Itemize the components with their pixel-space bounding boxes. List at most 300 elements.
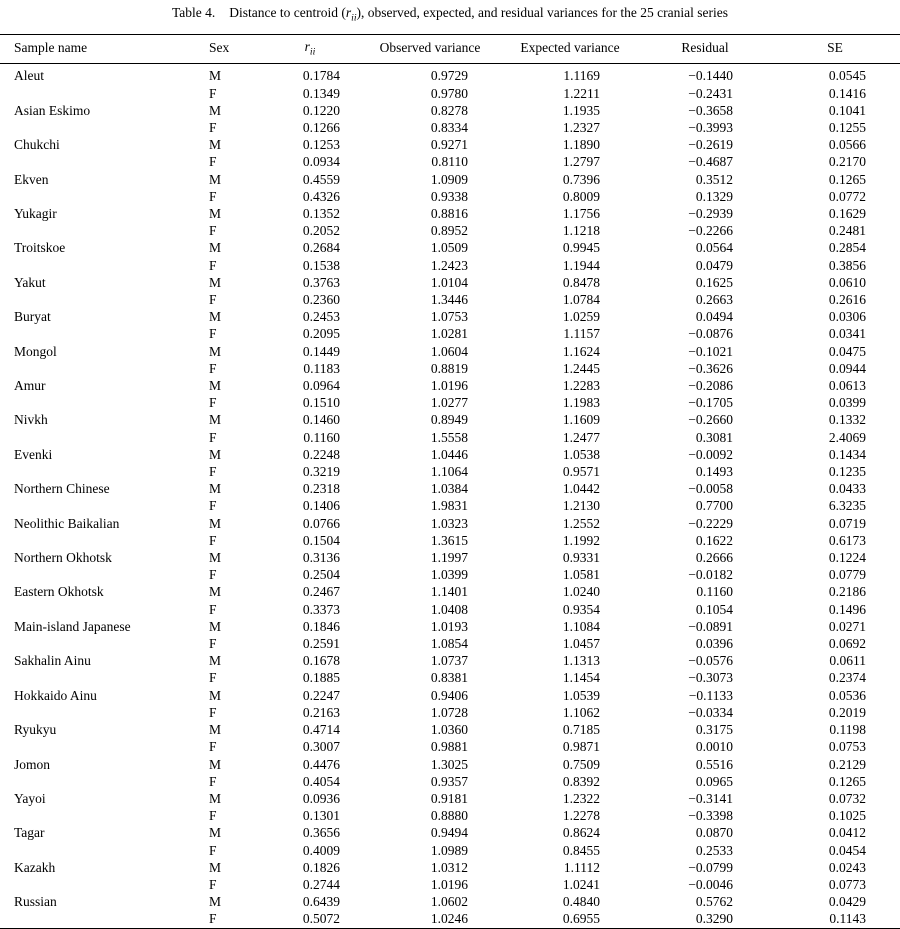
residual-cell: −0.2431 <box>688 85 733 101</box>
table-row <box>0 859 900 876</box>
observed-variance-cell: 1.0323 <box>430 515 468 531</box>
observed-variance-cell: 0.9406 <box>430 687 468 703</box>
table-row <box>0 291 900 308</box>
sample-name-cell <box>0 429 195 446</box>
residual-cell: −0.0334 <box>688 704 733 720</box>
table-row <box>0 773 900 790</box>
observed-variance-cell: 1.0384 <box>430 481 468 497</box>
sex-cell: M <box>209 687 222 703</box>
rii-cell: 0.1253 <box>302 137 340 153</box>
observed-variance-cell: 1.0196 <box>430 876 468 892</box>
rii-cell: 0.1846 <box>302 618 340 634</box>
residual-cell: −0.1021 <box>688 343 733 359</box>
table-row <box>0 566 900 583</box>
se-cell: 0.0429 <box>828 894 866 910</box>
residual-cell: −0.1440 <box>688 68 733 84</box>
sample-name-cell: Chukchi <box>14 137 60 153</box>
sex-cell: F <box>209 154 217 170</box>
table-row <box>0 64 900 85</box>
rii-cell: 0.2248 <box>302 446 340 462</box>
expected-variance-cell: 0.9871 <box>562 739 600 755</box>
sex-cell: F <box>209 808 217 824</box>
table-row <box>0 119 900 136</box>
expected-variance-cell: 1.0538 <box>562 446 600 462</box>
residual-cell: −0.3398 <box>688 808 733 824</box>
observed-variance-cell: 1.9831 <box>430 498 468 514</box>
sample-name-cell <box>0 601 195 618</box>
residual-cell: −0.3993 <box>688 119 733 135</box>
se-cell: 0.0243 <box>828 859 866 875</box>
table-header-row <box>0 34 900 64</box>
residual-cell: −0.3658 <box>688 102 733 118</box>
table-row <box>0 325 900 342</box>
table-row <box>0 583 900 600</box>
sample-name-cell: Kazakh <box>14 859 56 875</box>
sample-name-cell: Northern Chinese <box>14 481 110 497</box>
rii-cell: 0.3373 <box>302 601 340 617</box>
sex-cell: M <box>209 756 222 772</box>
se-cell: 0.2481 <box>828 223 866 239</box>
residual-cell: 0.0965 <box>695 773 733 789</box>
residual-cell: 0.1329 <box>695 188 733 204</box>
sex-cell: M <box>209 309 222 325</box>
sex-cell: F <box>209 567 217 583</box>
table-row <box>0 721 900 738</box>
residual-cell: −0.1133 <box>688 687 733 703</box>
residual-cell: −0.2660 <box>688 412 733 428</box>
sample-name-cell <box>0 153 195 170</box>
sample-name-cell <box>0 532 195 549</box>
sample-name-cell <box>0 910 195 928</box>
se-cell: 0.0772 <box>828 188 866 204</box>
table-row <box>0 239 900 256</box>
table-row <box>0 308 900 325</box>
sample-name-cell <box>0 222 195 239</box>
se-cell: 0.0475 <box>828 343 866 359</box>
se-cell: 0.3856 <box>828 257 866 273</box>
observed-variance-cell: 1.0193 <box>430 618 468 634</box>
se-cell: 0.1265 <box>828 773 866 789</box>
rii-cell: 0.1460 <box>302 412 340 428</box>
expected-variance-cell: 1.2322 <box>562 790 600 806</box>
rii-cell: 0.2360 <box>302 292 340 308</box>
sample-name-cell <box>0 360 195 377</box>
sample-name-cell: Amur <box>14 378 46 394</box>
residual-cell: −0.2266 <box>688 223 733 239</box>
expected-variance-cell: 1.2445 <box>562 360 600 376</box>
residual-cell: 0.7700 <box>695 498 733 514</box>
sex-cell: M <box>209 171 222 187</box>
sex-cell: M <box>209 240 222 256</box>
residual-cell: 0.3512 <box>695 171 733 187</box>
rii-cell: 0.1220 <box>302 102 340 118</box>
table-caption-symbol: r <box>345 5 352 20</box>
sex-cell: F <box>209 601 217 617</box>
observed-variance-cell: 1.3025 <box>430 756 468 772</box>
table-row <box>0 790 900 807</box>
observed-variance-cell: 0.9881 <box>430 739 468 755</box>
se-cell: 0.1434 <box>828 446 866 462</box>
se-cell: 0.2129 <box>828 756 866 772</box>
sex-cell: M <box>209 412 222 428</box>
observed-variance-cell: 0.9181 <box>430 790 468 806</box>
se-cell: 0.1025 <box>828 808 866 824</box>
se-cell: 2.4069 <box>828 429 866 445</box>
se-cell: 0.1255 <box>828 119 866 135</box>
expected-variance-cell: 1.0784 <box>562 292 600 308</box>
rii-cell: 0.1406 <box>302 498 340 514</box>
se-cell: 0.6173 <box>828 532 866 548</box>
observed-variance-cell: 0.9271 <box>430 137 468 153</box>
rii-cell: 0.4559 <box>302 171 340 187</box>
residual-cell: −0.0092 <box>688 446 733 462</box>
expected-variance-cell: 1.2327 <box>562 119 600 135</box>
se-cell: 0.1235 <box>828 464 866 480</box>
observed-variance-cell: 1.1064 <box>430 464 468 480</box>
sample-name-cell <box>0 876 195 893</box>
sex-cell: F <box>209 395 217 411</box>
rii-cell: 0.1349 <box>302 85 340 101</box>
expected-variance-cell: 1.1756 <box>562 206 600 221</box>
sample-name-cell <box>0 773 195 790</box>
observed-variance-cell: 1.0399 <box>430 567 468 583</box>
sex-cell: F <box>209 739 217 755</box>
rii-cell: 0.1784 <box>302 68 340 84</box>
sex-cell: M <box>209 790 222 806</box>
rii-cell: 0.1449 <box>302 343 340 359</box>
observed-variance-cell: 1.0604 <box>430 343 468 359</box>
rii-cell: 0.3136 <box>302 550 340 566</box>
table-row <box>0 669 900 686</box>
sample-name-cell <box>0 738 195 755</box>
expected-variance-cell: 1.1992 <box>562 532 600 548</box>
observed-variance-cell: 1.5558 <box>430 429 468 445</box>
table-row <box>0 601 900 618</box>
sample-name-cell <box>0 807 195 824</box>
observed-variance-cell: 1.0737 <box>430 653 468 669</box>
sample-name-cell: Neolithic Baikalian <box>14 515 120 531</box>
rii-cell: 0.1510 <box>302 395 340 411</box>
expected-variance-cell: 1.1169 <box>563 68 600 84</box>
residual-cell: 0.5762 <box>695 894 733 910</box>
residual-cell: −0.0576 <box>688 653 733 669</box>
expected-variance-cell: 1.1112 <box>563 859 600 875</box>
expected-variance-cell: 1.2552 <box>562 515 600 531</box>
table-body <box>0 64 900 928</box>
table-row <box>0 876 900 893</box>
expected-variance-cell: 1.1935 <box>562 102 600 118</box>
observed-variance-cell: 0.8819 <box>430 360 468 376</box>
expected-variance-cell: 0.7509 <box>562 756 600 772</box>
sex-cell: F <box>209 360 217 376</box>
rii-cell: 0.0766 <box>302 515 340 531</box>
table-row <box>0 429 900 446</box>
rii-cell: 0.2163 <box>302 704 340 720</box>
sample-name-cell <box>0 188 195 205</box>
rii-cell: 0.3656 <box>302 825 340 841</box>
rii-cell: 0.2744 <box>302 876 340 892</box>
rii-cell: 0.0934 <box>302 154 340 170</box>
se-cell: 0.0341 <box>828 326 866 342</box>
sample-name-cell <box>0 119 195 136</box>
observed-variance-cell: 0.9780 <box>430 85 468 101</box>
sample-name-cell: Hokkaido Ainu <box>14 687 97 703</box>
rii-cell: 0.4476 <box>302 756 340 772</box>
header-sex: Sex <box>195 34 260 64</box>
rii-cell: 0.4054 <box>302 773 340 789</box>
sex-cell: M <box>209 618 222 634</box>
observed-variance-cell: 1.3446 <box>430 292 468 308</box>
se-cell: 0.1496 <box>828 601 866 617</box>
residual-cell: −0.0046 <box>688 876 733 892</box>
observed-variance-cell: 0.8278 <box>430 102 468 118</box>
residual-cell: 0.0010 <box>695 739 733 755</box>
table-row <box>0 807 900 824</box>
table-caption-subscript: ii <box>351 12 357 24</box>
observed-variance-cell: 0.8816 <box>430 206 468 221</box>
observed-variance-cell: 1.0104 <box>430 274 468 290</box>
se-cell: 0.0719 <box>828 515 866 531</box>
observed-variance-cell: 1.0277 <box>430 395 468 411</box>
residual-cell: −0.0891 <box>688 618 733 634</box>
sample-name-cell <box>0 704 195 721</box>
header-sample-name: Sample name <box>0 34 195 64</box>
sample-name-cell: Yukagir <box>14 206 57 221</box>
observed-variance-cell: 0.9357 <box>430 773 468 789</box>
observed-variance-cell: 0.8880 <box>430 808 468 824</box>
observed-variance-cell: 0.8334 <box>430 119 468 135</box>
sample-name-cell: Troitskoe <box>14 240 66 256</box>
expected-variance-cell: 0.8455 <box>562 842 600 858</box>
expected-variance-cell: 0.8392 <box>562 773 600 789</box>
sex-cell: M <box>209 550 222 566</box>
se-cell: 0.2019 <box>828 704 866 720</box>
rii-cell: 0.1183 <box>303 360 340 376</box>
sex-cell: M <box>209 206 222 221</box>
table-row <box>0 842 900 859</box>
se-cell: 0.0753 <box>828 739 866 755</box>
se-cell: 0.0779 <box>828 567 866 583</box>
table-row <box>0 497 900 514</box>
header-se: SE <box>770 34 900 64</box>
rii-cell: 0.1266 <box>302 119 340 135</box>
sex-cell: F <box>209 532 217 548</box>
sex-cell: M <box>209 137 222 153</box>
table-row <box>0 618 900 635</box>
observed-variance-cell: 1.1401 <box>430 584 468 600</box>
se-cell: 0.0566 <box>828 137 866 153</box>
sex-cell: M <box>209 68 222 84</box>
se-cell: 0.0944 <box>828 360 866 376</box>
expected-variance-cell: 0.8009 <box>562 188 600 204</box>
expected-variance-cell: 1.1624 <box>562 343 600 359</box>
sample-name-cell: Yakut <box>14 274 46 290</box>
residual-cell: −0.3141 <box>688 790 733 806</box>
sex-cell: F <box>209 326 217 342</box>
se-cell: 0.2616 <box>828 292 866 308</box>
sex-cell: M <box>209 481 222 497</box>
residual-cell: 0.3290 <box>695 911 733 927</box>
observed-variance-cell: 1.0989 <box>430 842 468 858</box>
expected-variance-cell: 0.7185 <box>562 722 600 738</box>
expected-variance-cell: 1.1609 <box>562 412 600 428</box>
sample-name-cell: Ryukyu <box>14 722 57 738</box>
residual-cell: 0.0494 <box>695 309 733 325</box>
sex-cell: F <box>209 636 217 652</box>
residual-cell: 0.0870 <box>695 825 733 841</box>
se-cell: 0.0611 <box>829 653 866 669</box>
observed-variance-cell: 1.0602 <box>430 894 468 910</box>
se-cell: 0.0454 <box>828 842 866 858</box>
residual-cell: 0.0396 <box>695 636 733 652</box>
rii-cell: 0.1160 <box>303 429 340 445</box>
table-row <box>0 153 900 170</box>
rii-cell: 0.1352 <box>302 206 340 221</box>
sex-cell: M <box>209 859 222 875</box>
expected-variance-cell: 1.2283 <box>562 378 600 394</box>
residual-cell: −0.3073 <box>688 670 733 686</box>
table-row <box>0 171 900 188</box>
se-cell: 0.1224 <box>828 550 866 566</box>
rii-cell: 0.1885 <box>302 670 340 686</box>
sex-cell: M <box>209 446 222 462</box>
expected-variance-cell: 1.1983 <box>562 395 600 411</box>
header-expected-variance: Expected variance <box>500 34 640 64</box>
table-row <box>0 274 900 291</box>
observed-variance-cell: 1.0312 <box>430 859 468 875</box>
expected-variance-cell: 1.2278 <box>562 808 600 824</box>
rii-cell: 0.2052 <box>302 223 340 239</box>
se-cell: 6.3235 <box>828 498 866 514</box>
rii-cell: 0.2684 <box>302 240 340 256</box>
rii-cell: 0.2318 <box>302 481 340 497</box>
sample-name-cell <box>0 463 195 480</box>
expected-variance-cell: 1.1313 <box>562 653 600 669</box>
sex-cell: F <box>209 911 217 927</box>
expected-variance-cell: 1.0240 <box>562 584 600 600</box>
observed-variance-cell: 0.9494 <box>430 825 468 841</box>
expected-variance-cell: 0.9354 <box>562 601 600 617</box>
residual-cell: −0.0876 <box>688 326 733 342</box>
residual-cell: 0.1054 <box>695 601 733 617</box>
rii-cell: 0.3219 <box>302 464 340 480</box>
residual-cell: 0.5516 <box>695 756 733 772</box>
observed-variance-cell: 1.0909 <box>430 171 468 187</box>
sample-name-cell <box>0 497 195 514</box>
sample-name-cell: Main-island Japanese <box>14 618 131 634</box>
residual-cell: 0.1160 <box>696 584 733 600</box>
se-cell: 0.1143 <box>829 911 866 927</box>
se-cell: 0.2854 <box>828 240 866 256</box>
residual-cell: 0.3175 <box>695 722 733 738</box>
sex-cell: F <box>209 704 217 720</box>
residual-cell: −0.0182 <box>688 567 733 583</box>
table-row <box>0 824 900 841</box>
sex-cell: F <box>209 85 217 101</box>
expected-variance-cell: 1.1944 <box>562 257 600 273</box>
sample-name-cell: Russian <box>14 894 57 910</box>
table-row <box>0 756 900 773</box>
observed-variance-cell: 1.0281 <box>430 326 468 342</box>
residual-cell: 0.2663 <box>695 292 733 308</box>
sample-name-cell: Aleut <box>14 68 44 84</box>
observed-variance-cell: 1.0246 <box>430 911 468 927</box>
sex-cell: F <box>209 464 217 480</box>
observed-variance-cell: 1.0446 <box>430 446 468 462</box>
se-cell: 0.0613 <box>828 378 866 394</box>
rii-cell: 0.3007 <box>302 739 340 755</box>
table-row <box>0 446 900 463</box>
residual-cell: 0.2533 <box>695 842 733 858</box>
rii-cell: 0.2453 <box>302 309 340 325</box>
sample-name-cell: Eastern Okhotsk <box>14 584 104 600</box>
sex-cell: M <box>209 894 222 910</box>
sample-name-cell <box>0 85 195 102</box>
observed-variance-cell: 1.0753 <box>430 309 468 325</box>
residual-cell: −0.2086 <box>688 378 733 394</box>
sample-name-cell <box>0 842 195 859</box>
observed-variance-cell: 0.9729 <box>430 68 468 84</box>
residual-cell: 0.1622 <box>695 532 733 548</box>
table-row <box>0 343 900 360</box>
rii-cell: 0.2504 <box>302 567 340 583</box>
expected-variance-cell: 0.9945 <box>562 240 600 256</box>
observed-variance-cell: 0.8949 <box>430 412 468 428</box>
se-cell: 0.0433 <box>828 481 866 497</box>
table-row <box>0 205 900 222</box>
residual-cell: −0.0799 <box>688 859 733 875</box>
sex-cell: F <box>209 119 217 135</box>
se-cell: 0.2374 <box>828 670 866 686</box>
residual-cell: −0.2229 <box>688 515 733 531</box>
rii-cell: 0.1504 <box>302 532 340 548</box>
table-caption-label: Table 4. <box>171 5 216 20</box>
residual-cell: −0.3626 <box>688 360 733 376</box>
table-row <box>0 222 900 239</box>
sex-cell: M <box>209 584 222 600</box>
se-cell: 0.1265 <box>828 171 866 187</box>
rii-cell: 0.2591 <box>302 636 340 652</box>
se-cell: 0.0732 <box>828 790 866 806</box>
sex-cell: F <box>209 188 217 204</box>
se-cell: 0.0412 <box>828 825 866 841</box>
sample-name-cell <box>0 635 195 652</box>
table-row <box>0 652 900 669</box>
table-row <box>0 394 900 411</box>
rii-cell: 0.1826 <box>302 859 340 875</box>
observed-variance-cell: 1.0509 <box>430 240 468 256</box>
expected-variance-cell: 0.9571 <box>562 464 600 480</box>
se-cell: 0.1041 <box>828 102 866 118</box>
residual-cell: −0.4687 <box>688 154 733 170</box>
sample-name-cell <box>0 394 195 411</box>
sample-name-cell: Evenki <box>14 446 53 462</box>
residual-cell: −0.1705 <box>688 395 733 411</box>
table-row <box>0 102 900 119</box>
sex-cell: F <box>209 773 217 789</box>
rii-cell: 0.2095 <box>302 326 340 342</box>
table-row <box>0 910 900 928</box>
rii-cell: 0.1678 <box>302 653 340 669</box>
expected-variance-cell: 1.1157 <box>563 326 600 342</box>
se-cell: 0.0536 <box>828 687 866 703</box>
expected-variance-cell: 1.0241 <box>562 876 600 892</box>
sex-cell: M <box>209 102 222 118</box>
sex-cell: M <box>209 343 222 359</box>
table-row <box>0 704 900 721</box>
se-cell: 0.0610 <box>828 274 866 290</box>
rii-cell: 0.5072 <box>302 911 340 927</box>
